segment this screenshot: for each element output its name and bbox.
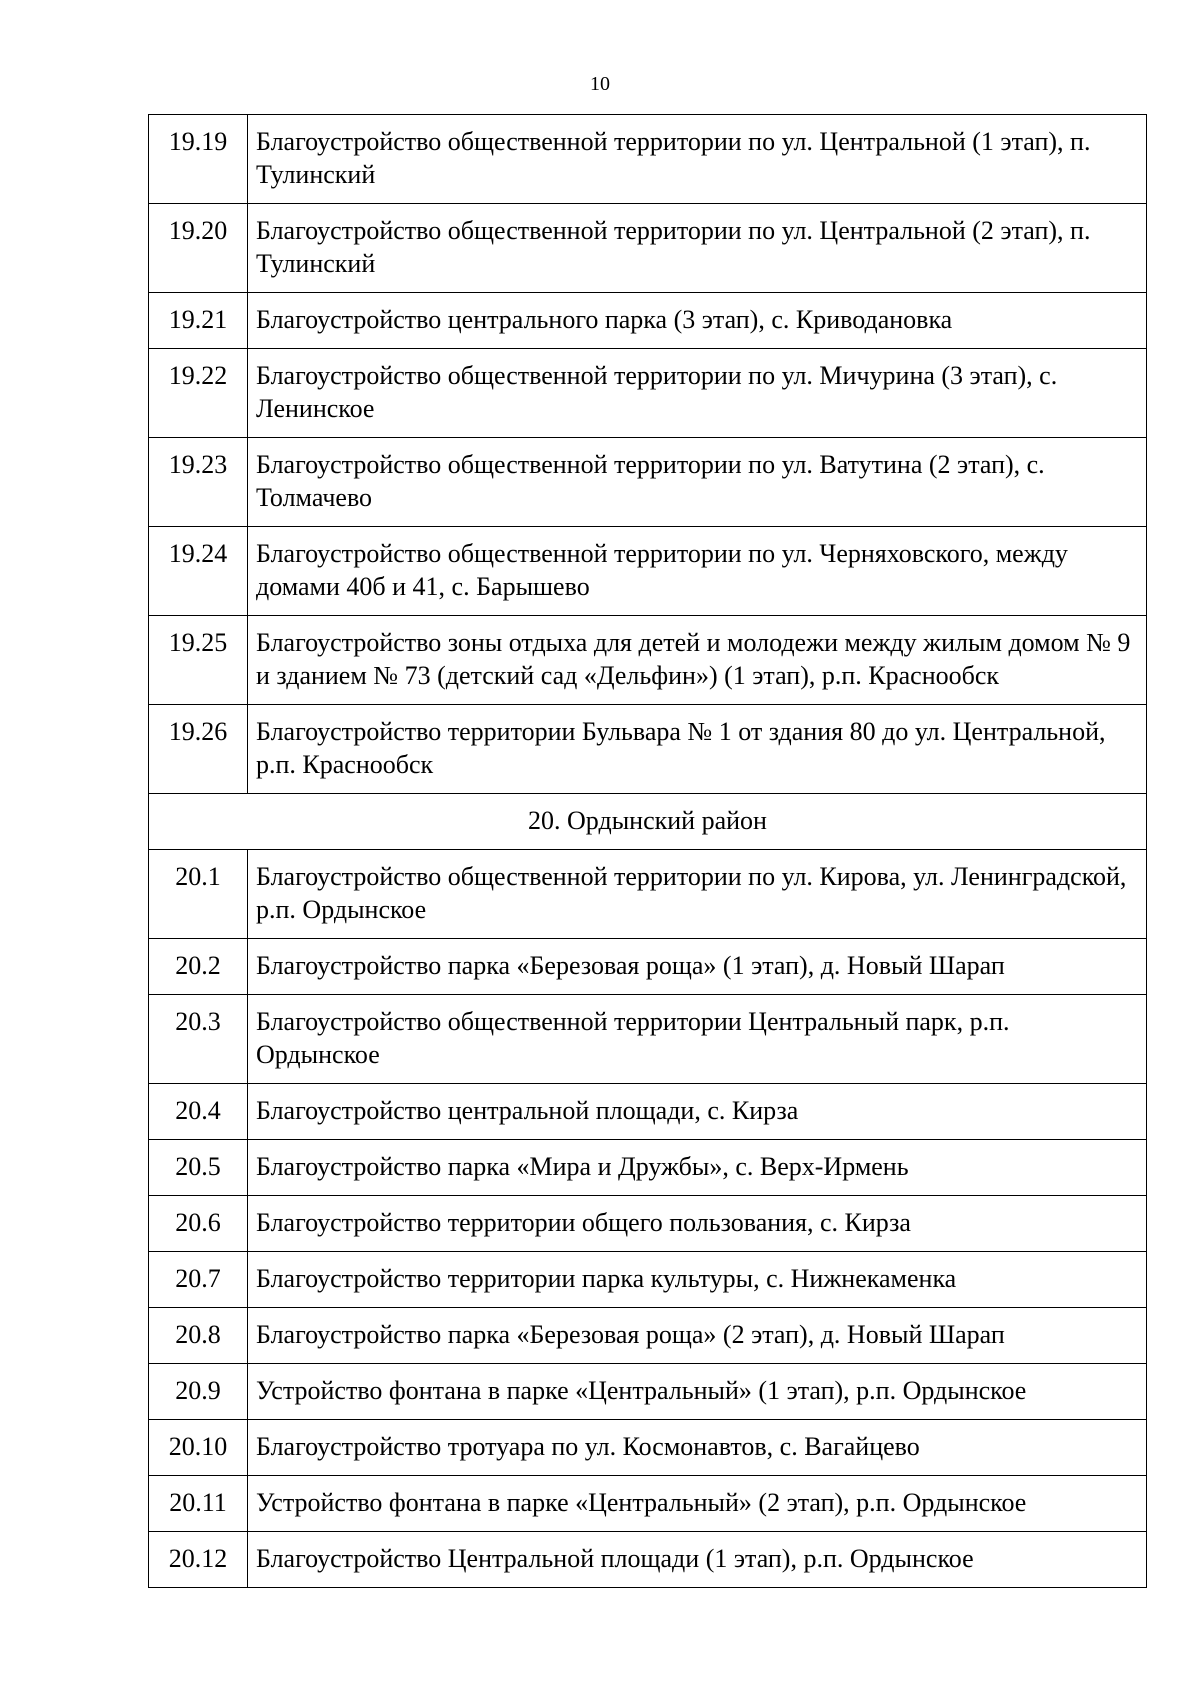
item-number: 19.26 — [149, 705, 248, 794]
table-row — [149, 1084, 1147, 1140]
item-description: Благоустройство территории Бульвара № 1 от здания 80 до ул. Центральной, р.п. Краснообск — [248, 705, 1147, 794]
table-row — [149, 115, 1147, 204]
item-description: Благоустройство Центральной площади (1 этап), р.п. Ордынское — [248, 1532, 1147, 1588]
item-number: 19.23 — [149, 438, 248, 527]
item-description: Благоустройство общественной территории по ул. Ватутина (2 этап), с. Толмачево — [248, 438, 1147, 527]
item-description: Благоустройство тротуара по ул. Космонавтов, с. Вагайцево — [248, 1420, 1147, 1476]
item-description: Благоустройство центрального парка (3 этап), с. Криводановка — [248, 293, 1147, 349]
item-number: 19.20 — [149, 204, 248, 293]
item-description: Благоустройство центральной площади, с. Кирза — [248, 1084, 1147, 1140]
item-number: 19.21 — [149, 293, 248, 349]
table-row — [149, 995, 1147, 1084]
item-description: Устройство фонтана в парке «Центральный» (1 этап), р.п. Ордынское — [248, 1364, 1147, 1420]
item-number: 20.8 — [149, 1308, 248, 1364]
item-number: 20.9 — [149, 1364, 248, 1420]
table-row — [149, 527, 1147, 616]
item-number: 20.6 — [149, 1196, 248, 1252]
item-description: Благоустройство территории парка культуры, с. Нижнекаменка — [248, 1252, 1147, 1308]
table-row — [149, 293, 1147, 349]
item-description: Благоустройство зоны отдыха для детей и молодежи между жилым домом № 9 и зданием № 73 (детский сад «Дельфин») (1 этап), р.п. Краснообск — [248, 616, 1147, 705]
table-row — [149, 1308, 1147, 1364]
item-number: 20.10 — [149, 1420, 248, 1476]
item-description: Благоустройство общественной территории по ул. Центральной (2 этап), п. Тулинский — [248, 204, 1147, 293]
item-number: 20.3 — [149, 995, 248, 1084]
table-row — [149, 1532, 1147, 1588]
table-row — [149, 1364, 1147, 1420]
table-row — [149, 204, 1147, 293]
section-row — [149, 794, 1147, 850]
item-number: 19.24 — [149, 527, 248, 616]
item-description: Благоустройство общественной территории по ул. Центральной (1 этап), п. Тулинский — [248, 115, 1147, 204]
item-number: 20.2 — [149, 939, 248, 995]
item-description: Благоустройство парка «Березовая роща» (2 этап), д. Новый Шарап — [248, 1308, 1147, 1364]
item-number: 19.22 — [149, 349, 248, 438]
page-number: 10 — [590, 73, 610, 95]
table-row — [149, 438, 1147, 527]
item-number: 20.5 — [149, 1140, 248, 1196]
table-row — [149, 1476, 1147, 1532]
item-description: Благоустройство парка «Мира и Дружбы», с. Верх-Ирмень — [248, 1140, 1147, 1196]
item-description: Устройство фонтана в парке «Центральный» (2 этап), р.п. Ордынское — [248, 1476, 1147, 1532]
item-number: 19.19 — [149, 115, 248, 204]
item-description: Благоустройство территории общего пользования, с. Кирза — [248, 1196, 1147, 1252]
item-number: 19.25 — [149, 616, 248, 705]
table-row — [149, 850, 1147, 939]
item-number: 20.7 — [149, 1252, 248, 1308]
section-title: 20. Ордынский район — [149, 794, 1147, 850]
item-number: 20.12 — [149, 1532, 248, 1588]
item-description: Благоустройство общественной территории по ул. Кирова, ул. Ленинградской, р.п. Ордынское — [248, 850, 1147, 939]
table-row — [149, 1252, 1147, 1308]
table-row — [149, 1140, 1147, 1196]
table-row — [149, 616, 1147, 705]
table-row — [149, 349, 1147, 438]
item-description: Благоустройство общественной территории по ул. Мичурина (3 этап), с. Ленинское — [248, 349, 1147, 438]
table-row — [149, 939, 1147, 995]
item-number: 20.4 — [149, 1084, 248, 1140]
item-description: Благоустройство общественной территории по ул. Черняховского, между домами 40б и 41, с. Барышево — [248, 527, 1147, 616]
item-number: 20.1 — [149, 850, 248, 939]
table-row — [149, 1420, 1147, 1476]
items-table — [148, 114, 1147, 1588]
item-description: Благоустройство парка «Березовая роща» (1 этап), д. Новый Шарап — [248, 939, 1147, 995]
table-row — [149, 1196, 1147, 1252]
item-description: Благоустройство общественной территории Центральный парк, р.п. Ордынское — [248, 995, 1147, 1084]
item-number: 20.11 — [149, 1476, 248, 1532]
table-row — [149, 705, 1147, 794]
